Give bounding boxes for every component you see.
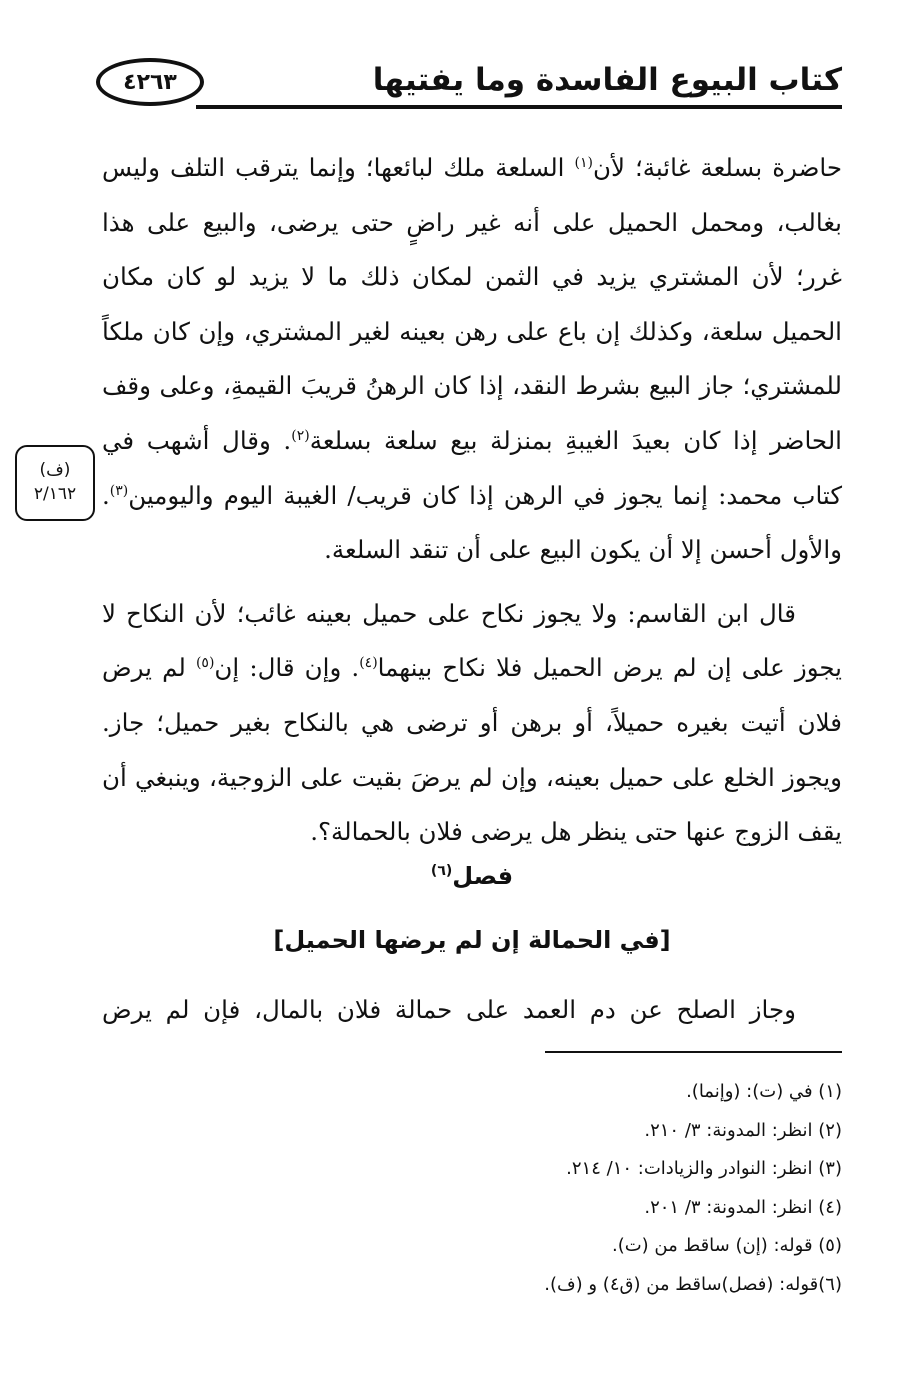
chapter-heading [102,862,842,890]
footnote-ref-2: (٢) [291,427,310,444]
footnote-2: (٢) انظر: المدونة: ٣/ ٢١٠. [644,1119,842,1141]
footnote-ref-4: (٤) [359,655,378,672]
text-run: . وقال أشهب في كتاب محمد: إنما يجوز في الرهن إذا كان قريب/ الغيبة اليوم واليومين [102,425,842,510]
text-run: حاضرة بسلعة غائبة؛ لأن [592,153,842,182]
footnote-1: (١) في (ت): (وإنما). [686,1081,842,1102]
footnotes [102,1073,842,1304]
manuscript-code: (ف) [39,460,71,480]
footnote-ref-6: (٦) [430,863,453,879]
header-rule [196,105,842,109]
page-number: ٤٢٦٣ [123,69,177,95]
text-run: السلعة ملك لبائعها؛ وإنما يترقب التلف وليس بغالب، ومحمل الحميل على أنه غير راضٍ حتى يرضى، والبيع على هذا غرر؛ لأن المشتري يزيد في الثمن لمكان ذلك ما لا يزيد لو كان مكان الحميل سلعة، وكذلك إن باع على رهن بعينه لغير المشتري، وإن كان ملكاً للمشتري؛ جاز البيع بشرط النقد، إذا كان الرهنُ قريبَ القيمةِ، وعلى وقف الحاضر إذا كان بعيدَ الغيبةِ بمنزلة بيع سلعة بسلعة [102,153,842,455]
text-run: لم يرض فلان أتيت بغيره حميلاً، أو برهن أو ترضى هي بالنكاح بغير حميل؛ جاز. ويجوز الخلع على حميل بعينه، وإن لم يرضَ بقيت على الزوجية، وينبغي أن يقف الزوج عنها حتى ينظر هل يرضى فلان بالحمالة؟. [102,653,842,847]
footnote-ref-5: (٥) [195,655,215,672]
paragraph-1 [102,141,842,578]
book-title: كتاب البيوع الفاسدة وما يفتيها [372,62,842,98]
text-run: . والأول أحسن إلا أن يكون البيع على أن تنقد السلعة. [102,480,842,565]
page-header [96,56,842,118]
section-heading: [في الحمالة إن لم يرضها الحميل] [273,926,671,954]
footnote-6: (٦)قوله: (فصل)ساقط من (ق٤) و (ف). [544,1273,842,1295]
manuscript-folio: ٢/١٦٢ [33,484,77,504]
footnote-ref-1: (١) [574,154,593,171]
page-number-badge [96,58,204,106]
footnote-3: (٣) انظر: النوادر والزيادات: ١٠/ ٢١٤. [566,1158,842,1179]
manuscript-reference-box [15,445,95,521]
main-text [102,141,842,860]
paragraph-3 [102,983,842,1037]
text-run: قال ابن القاسم: ولا يجوز نكاح على حميل بعينه غائب؛ لأن النكاح لا يجوز على إن لم يرض الحميل فلا نكاح بينهما [102,598,843,683]
footnote-separator [545,1051,842,1053]
text-run: وجاز الصلح عن دم العمد على حمالة فلان بالمال، فإن لم يرض [102,995,796,1024]
chapter-heading-text: فصل [452,862,514,890]
footnote-ref-3: (٣) [109,482,129,499]
text-run: . وإن قال: إن [214,653,360,683]
footnote-4: (٤) انظر: المدونة: ٣/ ٢٠١. [644,1196,842,1218]
paragraph-2 [102,587,842,860]
footnote-5: (٥) قوله: (إن) ساقط من (ت). [611,1235,842,1256]
